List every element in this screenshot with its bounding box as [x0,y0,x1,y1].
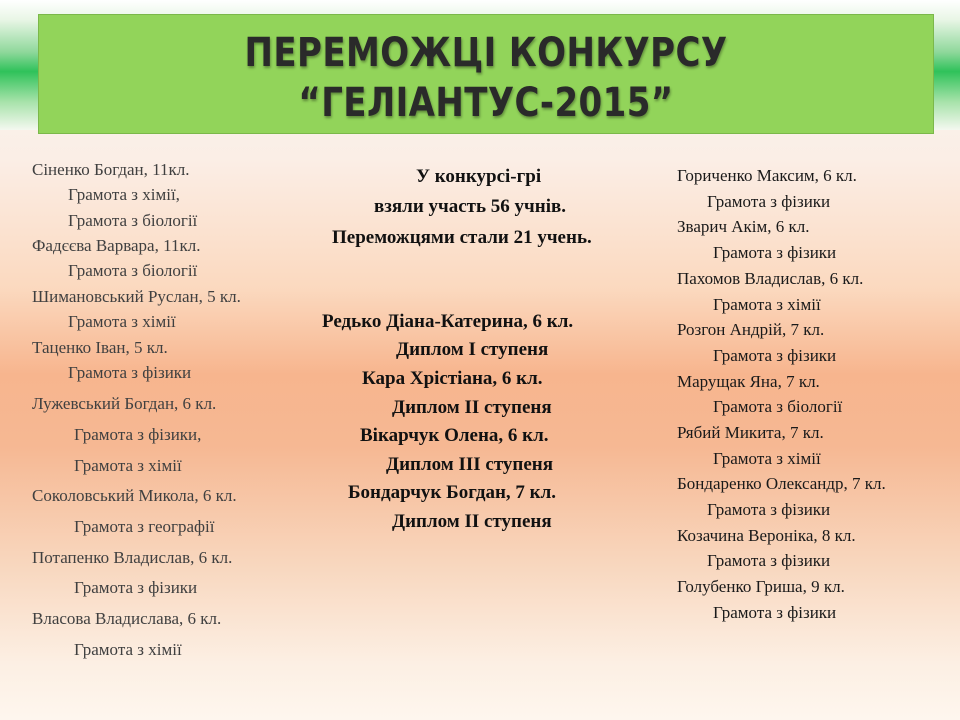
list-item-award: Грамота з фізики [713,603,837,622]
winner-diploma: Диплом ІІ ступеня [392,511,552,532]
list-item-name: Сіненко Богдан, 11кл. [32,160,190,179]
list-item-name: Розгон Андрій, 7 кл. [677,320,825,339]
list-item-award: Грамота з хімії, [68,185,180,204]
list-item-name: Шимановський Руслан, 5 кл. [32,287,241,306]
list-item-award: Грамота з біології [713,397,843,416]
winner-name: Бондарчук Богдан, 7 кл. [348,482,557,503]
winner-name: Кара Хрістіана, 6 кл. [362,368,543,389]
list-item-award: Грамота з хімії [74,456,182,475]
list-item-award: Грамота з хімії [68,312,176,331]
list-item-award: Грамота з фізики, [74,425,202,444]
winner-name: Редько Діана-Катерина, 6 кл. [322,311,574,332]
list-item-name: Гориченко Максим, 6 кл. [677,166,857,185]
list-item-name: Потапенко Владислав, 6 кл. [32,548,233,567]
title-line-1: ПЕРЕМОЖЦІ КОНКУРСУ [244,30,728,76]
list-item-name: Козачина Вероніка, 8 кл. [677,526,856,545]
winner-diploma: Диплом ІІІ ступеня [386,454,554,475]
list-item-award: Грамота з біології [68,211,198,230]
list-item-name: Лужевський Богдан, 6 кл. [32,394,217,413]
list-item-name: Бондаренко Олександр, 7 кл. [677,474,886,493]
winner-diploma: Диплом І ступеня [396,339,549,360]
list-item-name: Пахомов Владислав, 6 кл. [677,269,864,288]
list-item-name: Фадєєва Варвара, 11кл. [32,236,201,255]
list-item-name: Голубенко Гриша, 9 кл. [677,577,845,596]
list-item-award: Грамота з фізики [707,551,831,570]
list-item-award: Грамота з географії [74,517,215,536]
list-item-award: Грамота з біології [68,261,198,280]
title-line-2: “ГЕЛІАНТУС-2015” [298,80,674,126]
summary-line: У конкурсі-грі [416,166,542,187]
list-item-name: Власова Владислава, 6 кл. [32,609,222,628]
list-item-award: Грамота з фізики [68,363,192,382]
list-item-name: Марущак Яна, 7 кл. [677,372,820,391]
list-item-award: Грамота з фізики [713,243,837,262]
list-item-award: Грамота з фізики [74,578,198,597]
list-item-award: Грамота з хімії [74,640,182,659]
list-item-award: Грамота з фізики [707,192,831,211]
list-item-name: Рябий Микита, 7 кл. [677,423,824,442]
list-item-name: Соколовський Микола, 6 кл. [32,486,237,505]
title-banner [38,14,934,134]
list-item-name: Таценко Іван, 5 кл. [32,338,168,357]
list-item-name: Зварич Акім, 6 кл. [677,217,810,236]
winner-diploma: Диплом ІІ ступеня [392,397,552,418]
list-item-award: Грамота з хімії [713,295,821,314]
list-item-award: Грамота з хімії [713,449,821,468]
winner-name: Вікарчук Олена, 6 кл. [360,425,549,446]
list-item-award: Грамота з фізики [713,346,837,365]
summary-line: Переможцями стали 21 учень. [332,227,592,248]
summary-line: взяли участь 56 учнів. [374,196,567,217]
list-item-award: Грамота з фізики [707,500,831,519]
